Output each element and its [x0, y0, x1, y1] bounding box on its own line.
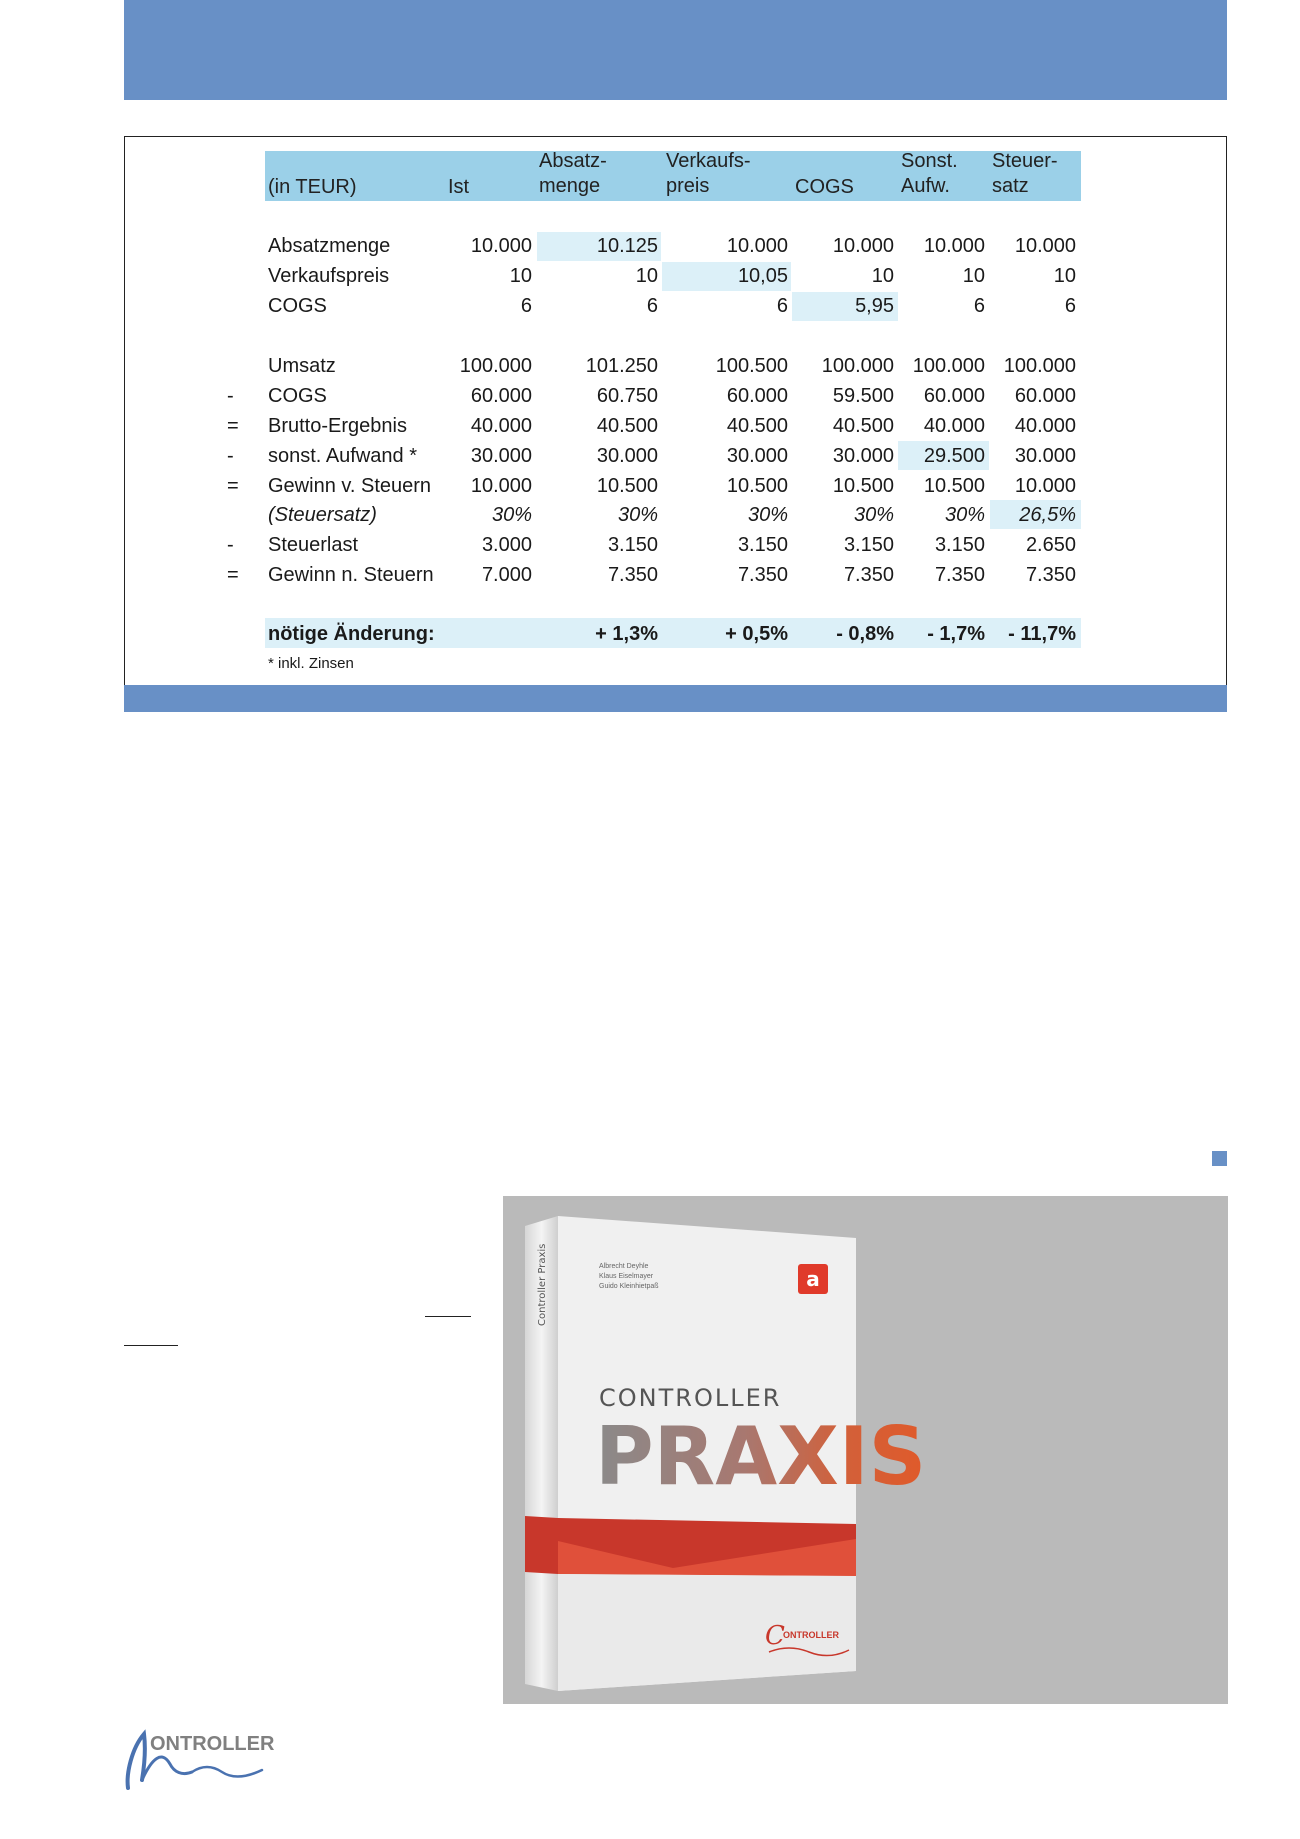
row-label: Gewinn n. Steuern	[268, 564, 434, 586]
table-cell: 100.500	[715, 355, 788, 377]
table-cell: 10.000	[923, 235, 985, 257]
book-author: Guido Kleinhietpaß	[599, 1283, 659, 1290]
row-operator: -	[227, 534, 234, 556]
table-cell: 60.000	[470, 385, 532, 407]
table-cell: 30%	[853, 504, 894, 526]
table-cell: 10.500	[726, 475, 788, 497]
table-cell: 30%	[944, 504, 985, 526]
table-cell: 10,05	[737, 265, 788, 287]
row-label: Brutto-Ergebnis	[268, 415, 407, 437]
book-brand: ONTROLLER	[783, 1630, 839, 1640]
book-cover-image	[503, 1196, 1228, 1704]
row-operator: =	[227, 475, 239, 497]
header-label: (in TEUR)	[268, 176, 357, 198]
row-label: COGS	[268, 385, 327, 407]
table-cell: 3.150	[934, 534, 985, 556]
table-cell: 30.000	[832, 445, 894, 467]
table-cell: 10.000	[470, 475, 532, 497]
table-cell: 7.350	[1025, 564, 1076, 586]
book-panel	[503, 1196, 1228, 1704]
book-author: Klaus Eiselmayer	[599, 1273, 654, 1280]
table-cell: 40.000	[1014, 415, 1076, 437]
table-cell: 7.350	[737, 564, 788, 586]
table-cell: 2.650	[1025, 534, 1076, 556]
header-absatz-1: Absatz-	[539, 150, 607, 172]
table-cell: 3.150	[607, 534, 658, 556]
book-author: Albrecht Deyhle	[599, 1263, 649, 1270]
table-cell: 60.750	[596, 385, 658, 407]
table-cell: 5,95	[855, 295, 894, 317]
header-absatz-2: menge	[539, 175, 601, 197]
table-cell: 6	[776, 295, 788, 317]
table-cell: 10	[962, 265, 985, 287]
table-cell: 40.000	[923, 415, 985, 437]
table-cell: 7.000	[481, 564, 532, 586]
row-label: sonst. Aufwand *	[268, 445, 417, 467]
table-cell: 40.500	[832, 415, 894, 437]
table-cell: 100.000	[459, 355, 532, 377]
table-cell: 10.125	[596, 235, 658, 257]
table-cell: 10	[1053, 265, 1076, 287]
table-cell: 30.000	[596, 445, 658, 467]
controller-magazin-logo	[122, 1728, 282, 1792]
table-cell: 30.000	[726, 445, 788, 467]
table-cell: 10.000	[832, 235, 894, 257]
table-cell: 40.500	[726, 415, 788, 437]
change-cell: + 1,3%	[595, 623, 658, 645]
underline-rule	[425, 1316, 471, 1317]
table-cell: 100.000	[821, 355, 894, 377]
table-cell: 3.150	[737, 534, 788, 556]
table-cell: 29.500	[923, 445, 985, 467]
header-cogs: COGS	[795, 176, 854, 198]
change-cell: - 0,8%	[836, 623, 894, 645]
row-label: Umsatz	[268, 355, 336, 377]
svg-text:C: C	[765, 1621, 785, 1651]
row-label: Steuerlast	[268, 534, 359, 556]
book-title-main: PRAXIS	[595, 1410, 927, 1503]
header-sonst-1: Sonst.	[901, 150, 958, 172]
table-cell: 100.000	[912, 355, 985, 377]
table-cell: 7.350	[934, 564, 985, 586]
table-cell: 30%	[747, 504, 788, 526]
table-cell: 3.150	[843, 534, 894, 556]
table-cell: 10	[871, 265, 894, 287]
table-cell: 30.000	[470, 445, 532, 467]
book-spine-title: Controller Praxis	[537, 1243, 548, 1326]
table-cell: 7.350	[843, 564, 894, 586]
row-label: Gewinn v. Steuern	[268, 475, 432, 497]
change-cell: - 11,7%	[1008, 623, 1076, 645]
row-operator: -	[227, 385, 234, 407]
change-cell: + 0,5%	[725, 623, 788, 645]
table-cell: 10.000	[726, 235, 788, 257]
row-label: COGS	[268, 295, 327, 317]
bottom-banner	[124, 685, 1227, 712]
table-cell: 10	[635, 265, 658, 287]
book-title-top: CONTROLLER	[599, 1384, 782, 1412]
table-cell: 6	[973, 295, 985, 317]
underline-rule	[124, 1345, 178, 1346]
header-sonst-2: Aufw.	[901, 175, 950, 197]
top-banner	[124, 0, 1227, 100]
table-cell: 40.000	[470, 415, 532, 437]
table-cell: 59.500	[832, 385, 894, 407]
table-cell: 101.250	[585, 355, 658, 377]
table-cell: 100.000	[1003, 355, 1076, 377]
row-label: Verkaufspreis	[268, 265, 390, 287]
logo-text: ONTROLLER	[150, 1733, 275, 1755]
table-cell: 6	[1064, 295, 1076, 317]
table-cell: 30%	[617, 504, 658, 526]
table-cell: 6	[646, 295, 658, 317]
table-cell: 40.500	[596, 415, 658, 437]
table-cell: 26,5%	[1019, 504, 1076, 526]
table-cell: 10	[509, 265, 532, 287]
table-cell: 10.500	[923, 475, 985, 497]
table-cell: 3.000	[481, 534, 532, 556]
row-label: (Steuersatz)	[268, 504, 377, 526]
table-cell: 7.350	[607, 564, 658, 586]
table-cell: 10.000	[1014, 475, 1076, 497]
change-label: nötige Änderung:	[268, 623, 435, 645]
header-ist: Ist	[448, 176, 470, 198]
row-operator: -	[227, 445, 234, 467]
table-cell: 10.500	[832, 475, 894, 497]
footnote: * inkl. Zinsen	[268, 655, 354, 672]
table-cell: 10.000	[470, 235, 532, 257]
header-verkauf-2: preis	[666, 175, 710, 197]
header-verkauf-1: Verkaufs-	[666, 150, 751, 172]
table-cell: 60.000	[1014, 385, 1076, 407]
header-steuer-2: satz	[992, 175, 1029, 197]
svg-text:a: a	[806, 1267, 820, 1291]
table-cell: 10.500	[596, 475, 658, 497]
table-cell: 60.000	[726, 385, 788, 407]
table-cell: 10.000	[1014, 235, 1076, 257]
row-operator: =	[227, 415, 239, 437]
header-steuer-1: Steuer-	[992, 150, 1058, 172]
change-cell: - 1,7%	[927, 623, 985, 645]
row-label: Absatzmenge	[268, 235, 391, 257]
table-cell: 30.000	[1014, 445, 1076, 467]
table-cell: 30%	[491, 504, 532, 526]
table-cell: 6	[520, 295, 532, 317]
end-square-icon	[1212, 1151, 1227, 1166]
table-cell: 60.000	[923, 385, 985, 407]
row-operator: =	[227, 564, 239, 586]
